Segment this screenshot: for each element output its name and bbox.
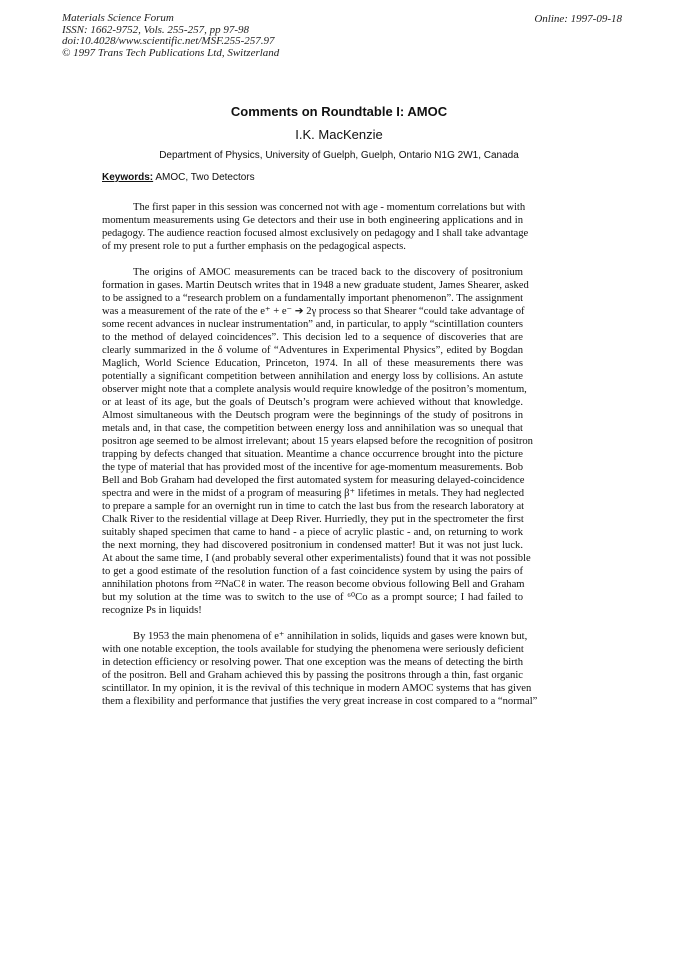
text-line: annihilation photons from ²²NaCℓ in water. The reason become obvious following Bell and Graham <box>102 579 525 590</box>
text-line: to the method of delayed coincidences”. This decision led to a sequence of discoveries that are <box>102 332 523 343</box>
text-line: potentially a significant competition between annihilation and energy loss by collisions. An astute <box>102 371 523 382</box>
text-line: or at least of its age, but the goals of Deutsch’s program were achieved without that knowledge. <box>102 397 523 408</box>
text-line: scintillator. In my opinion, it is the revival of this technique in modern AMOC systems that has given <box>102 683 532 694</box>
text-line: Maglich, World Science Education, Princeton, 1974. In all of these measurements there was <box>102 358 523 369</box>
keywords <box>102 172 255 183</box>
text-line: metals and, in that case, the competition between energy loss and annihilation was so unequal that <box>102 423 523 434</box>
paper-title: Comments on Roundtable I: AMOC <box>230 104 448 119</box>
text-line: The first paper in this session was concerned not with age - momentum correlations but with <box>133 202 526 213</box>
text-line: to prepare a sample for an overnight run in time to catch the last bus from the research laboratory at <box>102 501 525 512</box>
text-line: suitably shaped specimen that came to hand - a piece of acrylic plastic - and, on returning to work <box>102 527 523 538</box>
text-line: Chalk River to the residential village at Deep River. Hurriedly, they put in the spectrometer the first <box>102 514 524 525</box>
text-line: recognize Ps in liquids! <box>102 605 202 616</box>
text-line: The origins of AMOC measurements can be traced back to the discovery of positronium <box>133 267 523 278</box>
paragraph-1 <box>102 201 529 253</box>
text-line: momentum measurements using Ge detectors and their use in both engineering applications and in <box>102 215 523 226</box>
doi-line: doi:10.4028/www.scientific.net/MSF.255-257.97 <box>62 35 275 47</box>
text-line: was a measurement of the rate of the e⁺ + e⁻ ➔ 2γ process so that Shearer “could take advantage of <box>102 306 525 317</box>
text-line: with one notable exception, the tools available for studying the phenomena were seriously deficient <box>102 644 524 655</box>
paragraph-3 <box>102 630 538 708</box>
text-line: formation in gases. Martin Deutsch writes that in 1948 a new graduate student, James Shearer, asked <box>102 280 529 291</box>
author: I.K. MacKenzie <box>295 127 383 142</box>
keywords-value: AMOC, Two Detectors <box>153 172 255 183</box>
text-line: At about the same time, I (and probably several other experimentalists) found that it was not possible <box>102 553 531 564</box>
text-line: Bell and Bob Graham had developed the first automated system for measuring delayed-coincidence <box>102 475 525 486</box>
text-line: to get a good estimate of the resolution function of a fast coincidence system by using the pairs of <box>102 566 523 577</box>
issn-line: ISSN: 1662-9752, Vols. 255-257, pp 97-98 <box>62 23 249 36</box>
keywords-label: Keywords: <box>102 172 154 183</box>
text-line: spectra and were in the midst of a program of measuring β⁺ lifetimes in metals. They had neglected <box>102 488 525 499</box>
text-line: the next morning, they had discovered positronium in condensed matter! But it was not just luck. <box>102 540 523 551</box>
text-line: but my solution at the time was to switch to the use of ⁶⁰Co as a prompt source; I had failed to <box>102 592 523 603</box>
journal-header <box>62 13 279 59</box>
text-line: of my present role to put a further emphasis on the pedagogical aspects. <box>102 241 406 252</box>
paragraph-2 <box>102 266 533 617</box>
text-line: By 1953 the main phenomena of e⁺ annihilation in solids, liquids and gases were known but, <box>133 631 528 642</box>
text-line: in detection efficiency or resolving power. That one exception was the means of detecting the birth <box>102 657 523 668</box>
text-line: observer might note that a complete analysis would require knowledge of the positron’s momentum, <box>102 384 527 395</box>
text-line: Almost simultaneous with the Deutsch program were the beginnings of the study of positrons in <box>102 410 523 421</box>
text-line: the type of material that has provided most of the incentive for age-momentum measurements. Bob <box>102 462 523 473</box>
text-line: positron age seemed to be almost irrelevant; about 15 years elapsed before the recognition of positron <box>102 436 533 447</box>
text-line: pedagogy. The audience reaction focused almost exclusively on pedagogy and I shall take advantage <box>102 228 529 239</box>
text-line: clearly summarized in the δ volume of “Adventures in Experimental Physics”, edited by Bogdan <box>102 345 523 356</box>
text-line: trapping by defects changed that situation. Meantime a chance occurrence brought into the picture <box>102 449 523 460</box>
online-date: Online: 1997-09-18 <box>534 13 622 25</box>
text-line: them a flexibility and performance that justifies the very great increase in cost compared to a “normal” <box>102 696 538 707</box>
journal-name: Materials Science Forum <box>62 12 174 24</box>
copyright-line: © 1997 Trans Tech Publications Ltd, Switzerland <box>62 46 280 59</box>
text-line: of the positron. Bell and Graham achieved this by passing the positrons through a thin, fast organic <box>102 670 523 681</box>
affiliation: Department of Physics, University of Guelph, Guelph, Ontario N1G 2W1, Canada <box>159 150 519 161</box>
text-line: to be assigned to a “research problem on a fundamentally important phenomenon”. The assignment <box>102 293 524 304</box>
text-line: some recent advances in nuclear instrumentation” and, in particular, to apply “scintillation counters <box>102 319 523 330</box>
